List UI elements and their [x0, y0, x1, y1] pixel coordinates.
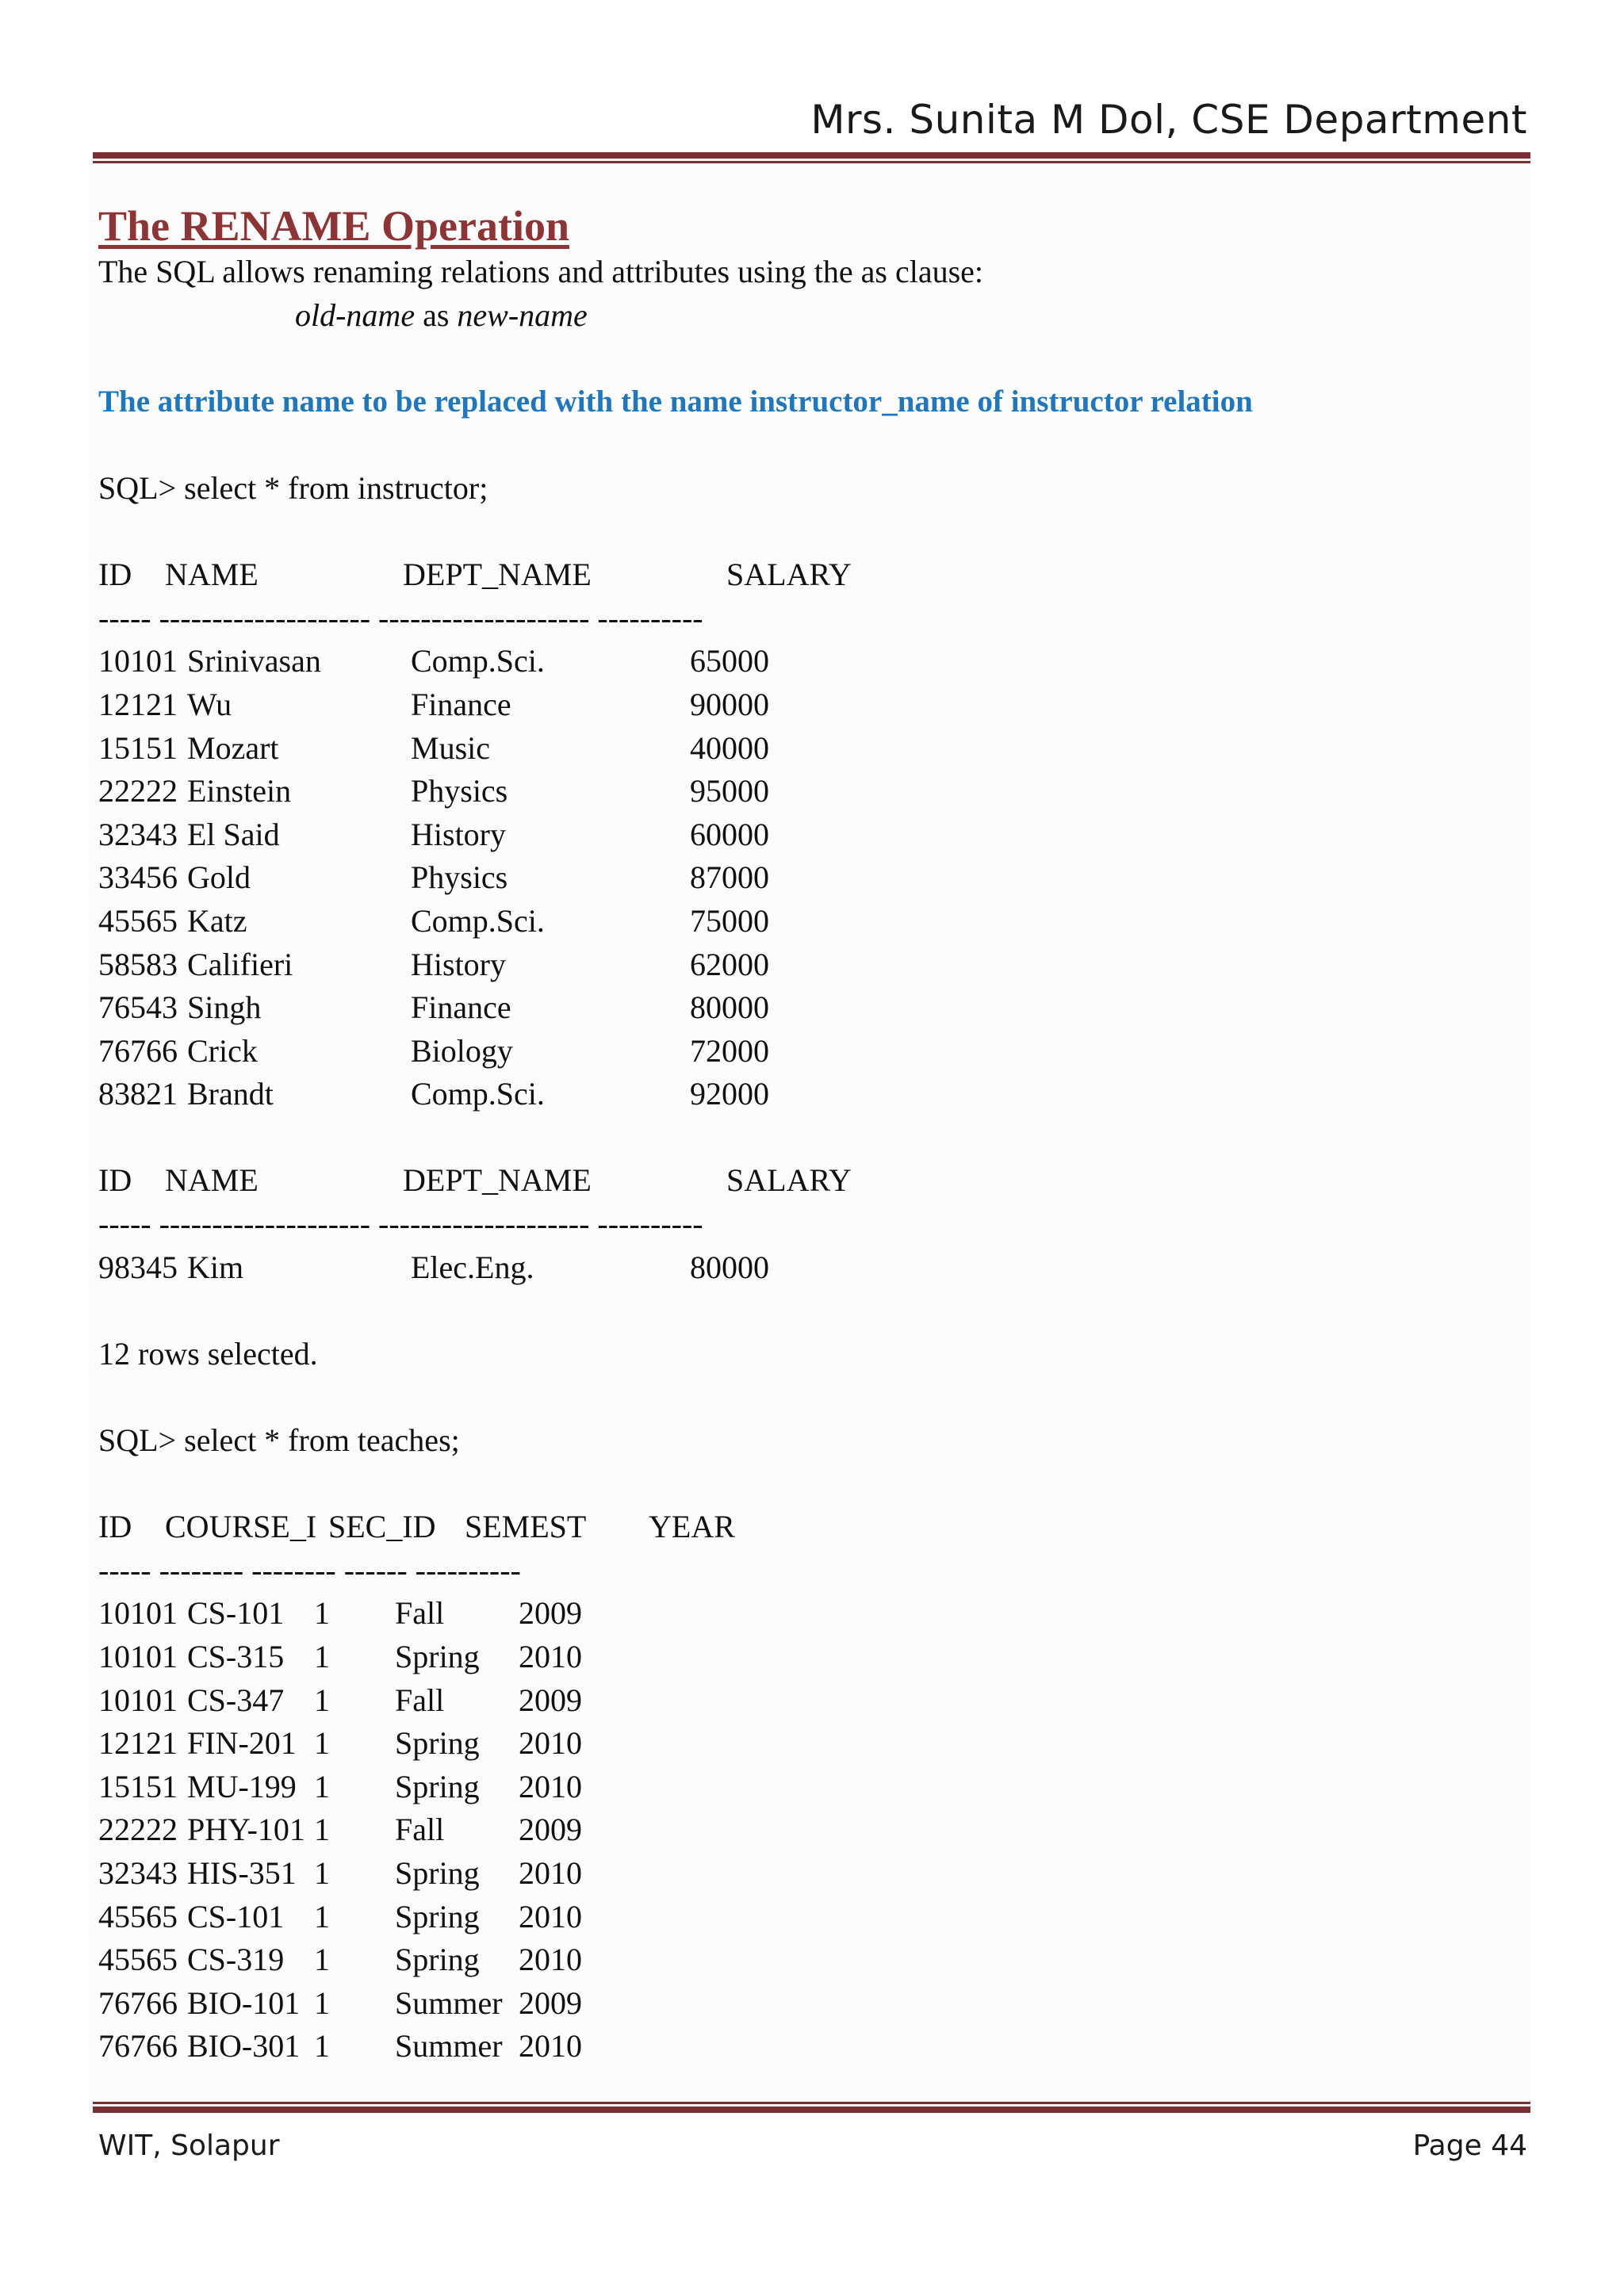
table-row-cell: 45565: [98, 902, 178, 939]
table-separator: ----- -------- -------- ------ ----------: [98, 1552, 521, 1588]
page-number: Page 44: [1412, 2130, 1527, 2162]
table-header-cell: DEPT_NAME: [403, 1162, 592, 1199]
table-row-cell: 15151: [98, 729, 178, 766]
table-row-cell: 2010: [519, 1942, 582, 1978]
table-row-cell: 80000: [690, 1249, 769, 1285]
table-separator: ----- -------------------- -------------------- ----------: [98, 1206, 703, 1242]
header-rule: [93, 152, 1530, 163]
table-row-cell: HIS-351: [187, 1854, 297, 1891]
table-row: [98, 813, 1518, 857]
table-row-cell: 2010: [519, 1768, 582, 1804]
table-row-cell: 1: [314, 1768, 330, 1804]
table-row: [98, 943, 1518, 987]
table-row-cell: 2010: [519, 1639, 582, 1674]
table-row-cell: 12121: [98, 1725, 178, 1762]
syntax-as: as: [415, 297, 458, 333]
table-row-cell: 87000: [690, 859, 769, 896]
table-row-cell: FIN-201: [187, 1725, 297, 1762]
table-row-cell: 92000: [690, 1076, 769, 1112]
table-row-cell: Spring: [395, 1942, 480, 1978]
table-header-cell: SEC_ID: [328, 1509, 436, 1545]
table-header-cell: SALARY: [726, 1162, 852, 1199]
table-row-cell: 10101: [98, 643, 178, 679]
page-header: Mrs. Sunita M Dol, CSE Department: [810, 97, 1527, 143]
table-row: [98, 1246, 1518, 1290]
table-row-cell: CS-319: [187, 1942, 285, 1978]
syntax-old-name: old-name: [295, 297, 416, 333]
table-row: [98, 640, 1518, 683]
table-row-cell: 2009: [519, 1682, 582, 1718]
table-row-cell: Physics: [411, 773, 508, 809]
table-row-cell: Spring: [395, 1725, 480, 1762]
table-row: [98, 1636, 1518, 1679]
table-header: [98, 1159, 1518, 1203]
table-row-cell: 83821: [98, 1076, 178, 1112]
table-row-cell: History: [411, 946, 506, 982]
table-row-cell: Spring: [395, 1639, 480, 1674]
table-row-cell: 2010: [519, 2028, 582, 2064]
table-row: [98, 1766, 1518, 1809]
table-row-cell: Comp.Sci.: [411, 1076, 545, 1112]
table-row-cell: 22222: [98, 1812, 178, 1848]
table-row-cell: Spring: [395, 1768, 480, 1804]
table-row-cell: Srinivasan: [187, 643, 321, 679]
table-row-cell: Comp.Sci.: [411, 643, 545, 679]
table-row-cell: 10101: [98, 1639, 178, 1674]
table-row: [98, 1679, 1518, 1723]
table-row-cell: Wu: [187, 686, 232, 722]
table-row-cell: 15151: [98, 1768, 178, 1804]
table-row-cell: Summer: [395, 2028, 503, 2064]
table-row-cell: 1: [314, 1898, 330, 1934]
table-row-cell: 76766: [98, 2028, 178, 2064]
table-row-cell: PHY-101: [187, 1812, 305, 1848]
table-row-cell: 1: [314, 1595, 330, 1632]
table-row-cell: Elec.Eng.: [411, 1249, 534, 1285]
table-row-cell: 2010: [519, 1854, 582, 1891]
subheading: The attribute name to be replaced with the name instructor_name of instructor relation: [98, 384, 1253, 419]
table-row-cell: Califieri: [187, 946, 293, 982]
table-row-cell: 62000: [690, 946, 769, 982]
intro-text: The SQL allows renaming relations and attributes using the as clause:: [98, 254, 984, 289]
table-header-cell: ID: [98, 557, 132, 593]
table-row-cell: Mozart: [187, 729, 279, 766]
table-row: [98, 1938, 1518, 1982]
table-row-cell: 2009: [519, 1595, 582, 1632]
table-row-cell: Music: [411, 729, 490, 766]
table-row: [98, 683, 1518, 727]
table-row-cell: CS-101: [187, 1595, 285, 1632]
table-row-cell: 2009: [519, 1984, 582, 2021]
table-row: [98, 900, 1518, 943]
table-header-cell: NAME: [165, 1162, 259, 1199]
table-row-cell: 1: [314, 1639, 330, 1674]
table-row-cell: 40000: [690, 729, 769, 766]
table-row-cell: 65000: [690, 643, 769, 679]
table-row-cell: 1: [314, 1812, 330, 1848]
table-row-cell: CS-315: [187, 1639, 285, 1674]
table-header-cell: COURSE_I: [165, 1509, 317, 1545]
table-row: [98, 2025, 1518, 2068]
table-row-cell: History: [411, 816, 506, 852]
table-row-cell: 33456: [98, 859, 178, 896]
rows-selected-text: 12 rows selected.: [98, 1335, 318, 1372]
table-row-cell: 76766: [98, 1032, 178, 1069]
table-row: [98, 986, 1518, 1030]
table-row-cell: 76766: [98, 1984, 178, 2021]
table-row-cell: 2010: [519, 1898, 582, 1934]
table-row: [98, 727, 1518, 771]
table-row: [98, 1030, 1518, 1073]
query2-prompt: SQL> select * from teaches;: [98, 1422, 460, 1459]
document-body: [98, 198, 1518, 2068]
table-row: [98, 1722, 1518, 1766]
table-row-cell: BIO-301: [187, 2028, 301, 2064]
table-row-cell: 75000: [690, 902, 769, 939]
table-row-cell: Fall: [395, 1682, 445, 1718]
footer-rule: [93, 2102, 1530, 2113]
instructor-result-table: [98, 553, 1518, 1116]
table-row-cell: Katz: [187, 902, 247, 939]
table-header-cell: DEPT_NAME: [403, 557, 592, 593]
query1-prompt: SQL> select * from instructor;: [98, 469, 488, 506]
table-header-cell: YEAR: [649, 1509, 735, 1545]
table-row-cell: Fall: [395, 1812, 445, 1848]
table-row: [98, 770, 1518, 813]
table-row-cell: BIO-101: [187, 1984, 301, 2021]
table-header-cell: SEMEST: [465, 1509, 587, 1545]
table-header: [98, 553, 1518, 597]
table-row-cell: 12121: [98, 686, 178, 722]
table-row-cell: Kim: [187, 1249, 244, 1285]
table-row-cell: Brandt: [187, 1076, 274, 1112]
table-row-cell: Einstein: [187, 773, 292, 809]
table-header-cell: ID: [98, 1509, 132, 1545]
table-header: [98, 1506, 1518, 1549]
table-row-cell: CS-347: [187, 1682, 285, 1718]
table-row-cell: Physics: [411, 859, 508, 896]
table-row-cell: 10101: [98, 1682, 178, 1718]
table-row-cell: 45565: [98, 1942, 178, 1978]
table-row-cell: 95000: [690, 773, 769, 809]
table-row-cell: Finance: [411, 989, 511, 1026]
teaches-result-table: [98, 1506, 1518, 2068]
table-row-cell: Summer: [395, 1984, 503, 2021]
footer-institution: WIT, Solapur: [98, 2130, 280, 2162]
table-row-cell: 1: [314, 1854, 330, 1891]
table-row-cell: CS-101: [187, 1898, 285, 1934]
table-row-cell: 98345: [98, 1249, 178, 1285]
table-row-cell: 1: [314, 1984, 330, 2021]
table-row-cell: Finance: [411, 686, 511, 722]
table-row-cell: 90000: [690, 686, 769, 722]
table-row: [98, 1982, 1518, 2026]
table-row-cell: 1: [314, 1942, 330, 1978]
syntax-new-name: new-name: [457, 297, 588, 333]
table-row-cell: 22222: [98, 773, 178, 809]
table-row-cell: 76543: [98, 989, 178, 1026]
table-row-cell: MU-199: [187, 1768, 297, 1804]
table-row-cell: 2009: [519, 1812, 582, 1848]
table-header-cell: SALARY: [726, 557, 852, 593]
table-row: [98, 1073, 1518, 1116]
table-header-cell: NAME: [165, 557, 259, 593]
instructor-result-table-page2: [98, 1159, 1518, 1289]
table-row-cell: Gold: [187, 859, 251, 896]
table-row: [98, 1592, 1518, 1636]
table-row-cell: 2010: [519, 1725, 582, 1762]
table-row-cell: Biology: [411, 1032, 513, 1069]
table-row-cell: 1: [314, 1725, 330, 1762]
table-row-cell: 58583: [98, 946, 178, 982]
table-row-cell: Comp.Sci.: [411, 902, 545, 939]
table-row-cell: 1: [314, 2028, 330, 2064]
table-separator: ----- -------------------- -------------------- ----------: [98, 599, 703, 636]
table-row-cell: El Said: [187, 816, 280, 852]
table-row-cell: 80000: [690, 989, 769, 1026]
table-row-cell: Crick: [187, 1032, 258, 1069]
table-header-cell: ID: [98, 1162, 132, 1199]
syntax-line: [98, 294, 1518, 338]
table-row: [98, 856, 1518, 900]
table-row-cell: Singh: [187, 989, 262, 1026]
table-row-cell: 45565: [98, 1898, 178, 1934]
section-title: The RENAME Operation: [98, 202, 569, 250]
table-row-cell: 60000: [690, 816, 769, 852]
table-row: [98, 1896, 1518, 1939]
table-row-cell: Spring: [395, 1854, 480, 1891]
table-row: [98, 1808, 1518, 1852]
table-row-cell: 32343: [98, 816, 178, 852]
table-row: [98, 1852, 1518, 1896]
table-row-cell: Spring: [395, 1898, 480, 1934]
table-row-cell: 10101: [98, 1595, 178, 1632]
table-row-cell: 1: [314, 1682, 330, 1718]
table-row-cell: Fall: [395, 1595, 445, 1632]
table-row-cell: 32343: [98, 1854, 178, 1891]
table-row-cell: 72000: [690, 1032, 769, 1069]
